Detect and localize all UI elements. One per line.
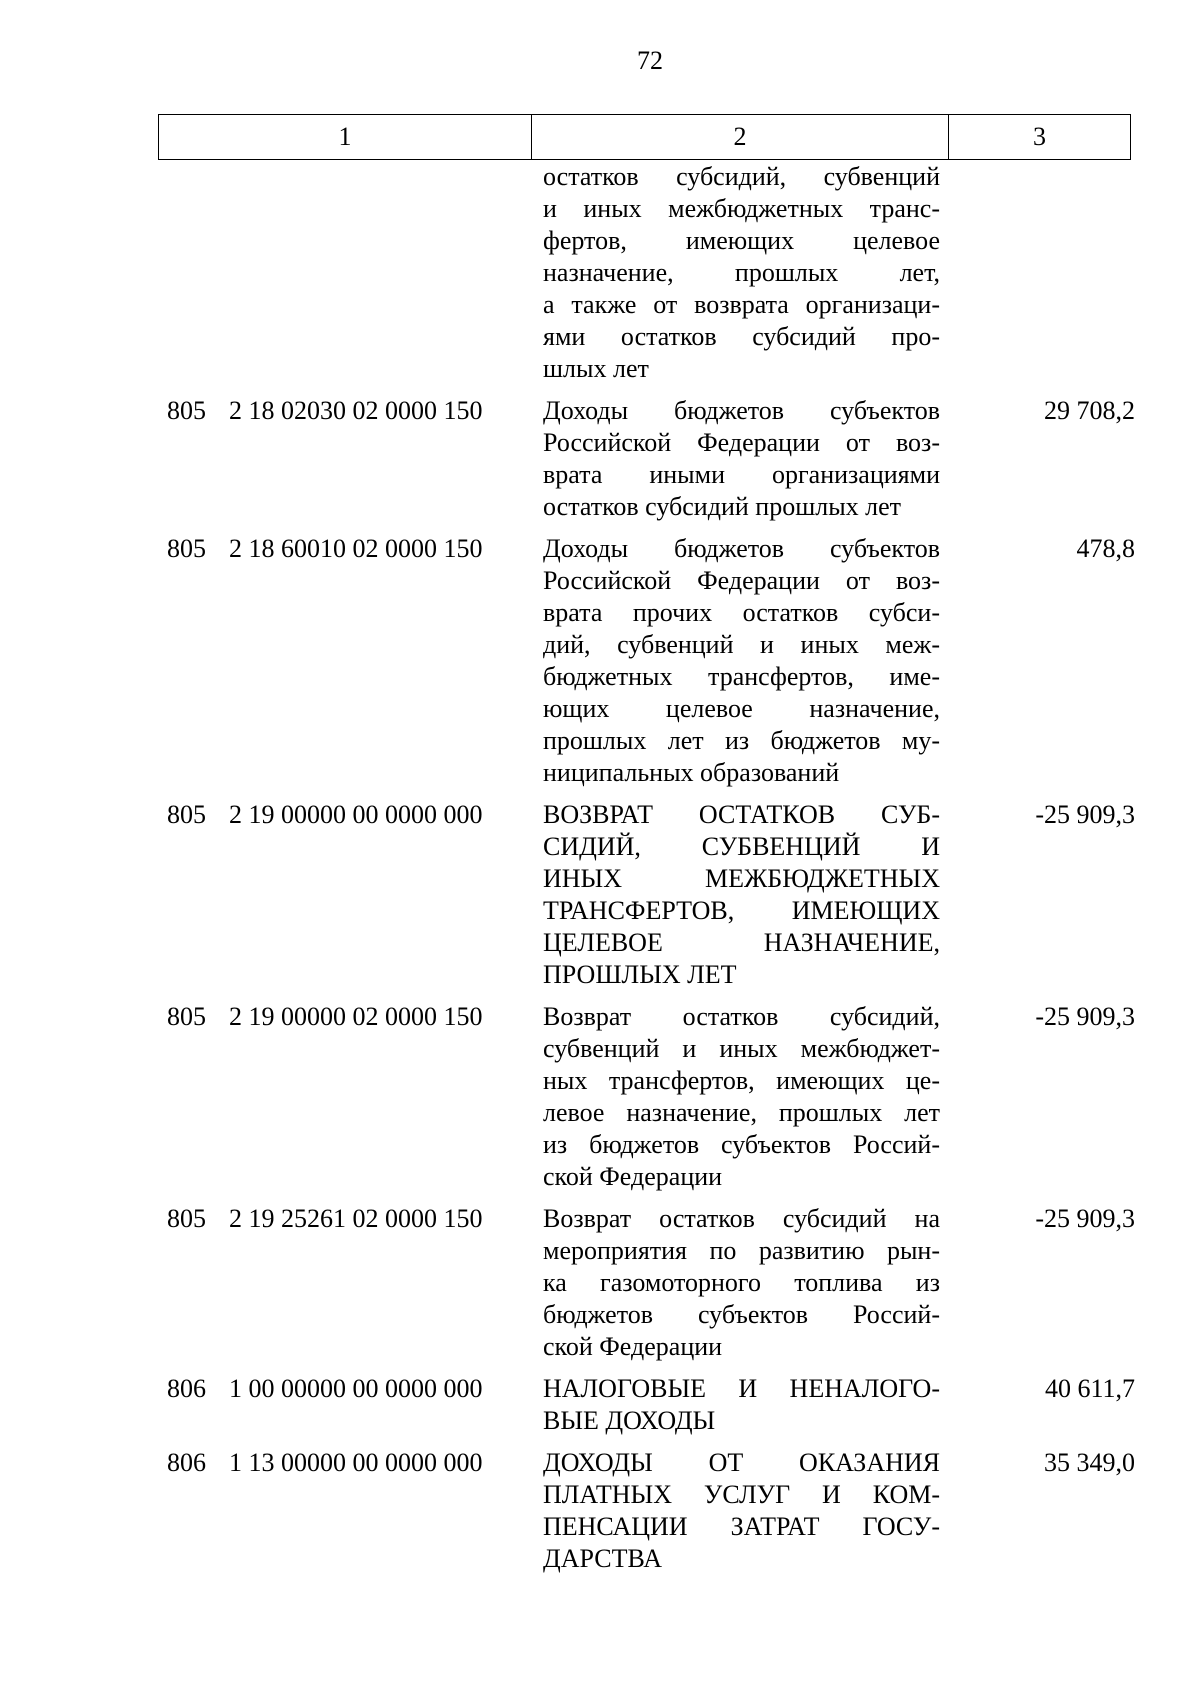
column-header-3: 3 — [1033, 122, 1046, 151]
row-gap — [0, 991, 1200, 1001]
row-gap — [0, 385, 1200, 395]
income-name-line: мероприятия по развитию рын- — [543, 1236, 940, 1265]
income-name — [543, 161, 940, 385]
column-header-row — [158, 114, 1131, 160]
admin-code: 805 — [167, 800, 206, 829]
row-gap — [0, 523, 1200, 533]
page-number: 72 — [637, 46, 663, 75]
income-name-line: ПРОШЛЫХ ЛЕТ — [543, 960, 737, 989]
row-gap — [0, 1437, 1200, 1447]
income-name-line: ДОХОДЫ ОТ ОКАЗАНИЯ — [543, 1448, 940, 1477]
row-gap — [0, 789, 1200, 799]
income-name-line: остатков субсидий, субвенций — [543, 162, 940, 191]
income-name-line: Российской Федерации от воз- — [543, 566, 940, 595]
admin-code: 805 — [167, 1204, 206, 1233]
income-name-line: из бюджетов субъектов Россий- — [543, 1130, 940, 1159]
column-header-2: 2 — [532, 115, 949, 159]
row-gap — [0, 1193, 1200, 1203]
income-name-line: фертов, имеющих целевое — [543, 226, 940, 255]
table-row — [0, 161, 1200, 385]
row-gap — [0, 1363, 1200, 1373]
income-name-line: ПЕНСАЦИИ ЗАТРАТ ГОСУ- — [543, 1512, 940, 1541]
income-name-line: ской Федерации — [543, 1162, 723, 1191]
income-name-line: ПЛАТНЫХ УСЛУГ И КОМ- — [543, 1480, 940, 1509]
income-name — [543, 1001, 940, 1193]
budget-classification-code: 2 18 02030 02 0000 150 — [229, 396, 483, 425]
income-name-line: назначение, прошлых лет, — [543, 258, 940, 287]
income-name-line: ВЫЕ ДОХОДЫ — [543, 1406, 716, 1435]
budget-classification-code: 2 19 25261 02 0000 150 — [229, 1204, 483, 1233]
amount: -25 909,3 — [1035, 1002, 1135, 1031]
income-name — [543, 1373, 940, 1437]
income-name-line: остатков субсидий прошлых лет — [543, 492, 902, 521]
income-name-line: ской Федерации — [543, 1332, 723, 1361]
admin-code: 805 — [167, 396, 206, 425]
table-row — [0, 395, 1200, 523]
income-name-line: Возврат остатков субсидий на — [543, 1204, 940, 1233]
admin-code: 806 — [167, 1374, 206, 1403]
amount: 40 611,7 — [1044, 1374, 1135, 1403]
income-name-line: СИДИЙ, СУБВЕНЦИЙ И — [543, 832, 940, 861]
income-name-line: ниципальных образований — [543, 758, 840, 787]
income-name-line: ных трансфертов, имеющих це- — [543, 1066, 940, 1095]
table-body — [0, 161, 1200, 1585]
income-name — [543, 395, 940, 523]
admin-code: 806 — [167, 1448, 206, 1477]
income-name-line: Доходы бюджетов субъектов — [543, 534, 940, 563]
income-name-line: ющих целевое назначение, — [543, 694, 940, 723]
table-row — [0, 799, 1200, 991]
income-name-line: врата прочих остатков субси- — [543, 598, 940, 627]
amount: -25 909,3 — [1035, 800, 1135, 829]
amount: 29 708,2 — [1044, 396, 1135, 425]
income-name-line: ИНЫХ МЕЖБЮДЖЕТНЫХ — [543, 864, 940, 893]
budget-classification-code: 2 19 00000 02 0000 150 — [229, 1002, 483, 1031]
table-row — [0, 1447, 1200, 1575]
admin-code: 805 — [167, 534, 206, 563]
admin-code: 805 — [167, 1002, 206, 1031]
table-row — [0, 533, 1200, 789]
table-row — [0, 1203, 1200, 1363]
amount: -25 909,3 — [1035, 1204, 1135, 1233]
income-name — [543, 799, 940, 991]
income-name-line: шлых лет — [543, 354, 649, 383]
income-name-line: НАЛОГОВЫЕ И НЕНАЛОГО- — [543, 1374, 940, 1403]
table-row — [0, 1373, 1200, 1437]
income-name-line: бюджетов субъектов Россий- — [543, 1300, 940, 1329]
amount: 478,8 — [1076, 534, 1135, 563]
income-name-line: ДАРСТВА — [543, 1544, 662, 1573]
income-name-line: Доходы бюджетов субъектов — [543, 396, 940, 425]
income-name-line: дий, субвенций и иных меж- — [543, 630, 940, 659]
row-gap — [0, 1575, 1200, 1585]
income-name — [543, 1203, 940, 1363]
budget-classification-code: 2 19 00000 00 0000 000 — [229, 800, 483, 829]
income-name-line: и иных межбюджетных транс- — [543, 194, 940, 223]
income-name-line: субвенций и иных межбюджет- — [543, 1034, 940, 1063]
budget-classification-code: 1 00 00000 00 0000 000 — [229, 1374, 483, 1403]
amount: 35 349,0 — [1044, 1448, 1135, 1477]
income-name-line: бюджетных трансфертов, име- — [543, 662, 940, 691]
income-name-line: ка газомоторного топлива из — [543, 1268, 940, 1297]
income-name-line: ЦЕЛЕВОЕ НАЗНАЧЕНИЕ, — [543, 928, 940, 957]
income-name-line: а также от возврата организаци- — [543, 290, 940, 319]
income-name — [543, 1447, 940, 1575]
income-name-line: прошлых лет из бюджетов му- — [543, 726, 940, 755]
income-name-line: ТРАНСФЕРТОВ, ИМЕЮЩИХ — [543, 896, 940, 925]
admin-code — [167, 161, 229, 385]
table-row — [0, 1001, 1200, 1193]
budget-classification-code — [229, 161, 521, 385]
income-name-line: ВОЗВРАТ ОСТАТКОВ СУБ- — [543, 800, 940, 829]
income-name — [543, 533, 940, 789]
income-name-line: ями остатков субсидий про- — [543, 322, 940, 351]
income-name-line: Российской Федерации от воз- — [543, 428, 940, 457]
column-header-1: 1 — [159, 115, 532, 159]
budget-classification-code: 1 13 00000 00 0000 000 — [229, 1448, 483, 1477]
income-name-line: врата иными организациями — [543, 460, 940, 489]
income-name-line: левое назначение, прошлых лет — [543, 1098, 940, 1127]
amount — [940, 161, 1135, 385]
budget-classification-code: 2 18 60010 02 0000 150 — [229, 534, 483, 563]
income-name-line: Возврат остатков субсидий, — [543, 1002, 940, 1031]
